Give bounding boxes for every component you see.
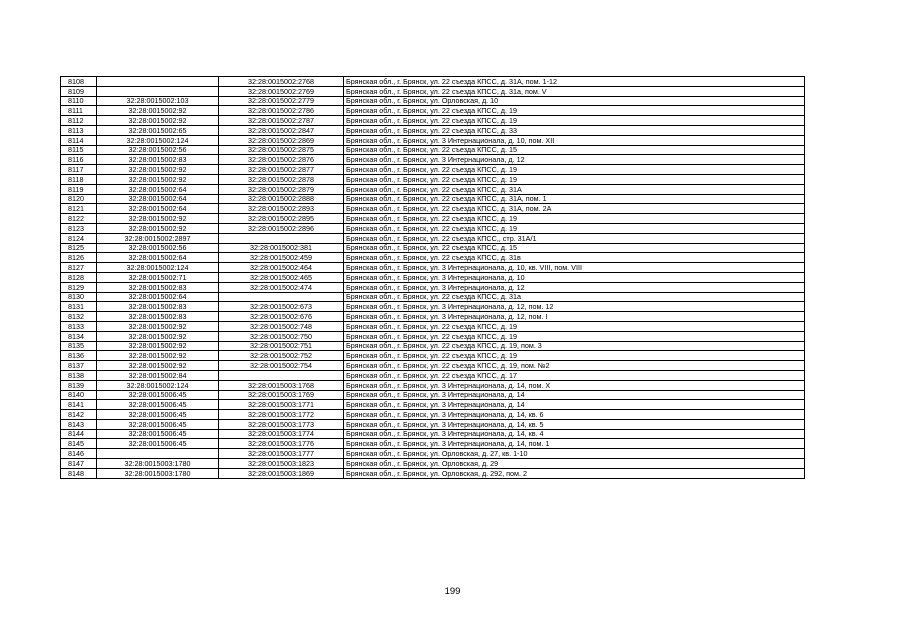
row-number-cell: 8141 [61, 400, 97, 410]
address-cell: Брянская обл., г. Брянск, ул. 22 съезда КПСС, д. 19 [344, 351, 805, 361]
object-number-cell [219, 370, 344, 380]
object-number-cell: 32:28:0015003:1772 [219, 410, 344, 420]
parcel-number-cell: 32:28:0015002:83 [97, 312, 219, 322]
parcel-number-cell: 32:28:0015002:92 [97, 106, 219, 116]
address-cell: Брянская обл., г. Брянск, ул. 22 съезда КПСС, д. 31а, пом. V [344, 86, 805, 96]
parcel-number-cell: 32:28:0015002:71 [97, 272, 219, 282]
parcel-number-cell: 32:28:0015002:92 [97, 361, 219, 371]
address-cell: Брянская обл., г. Брянск, ул. 22 съезда КПСС, д. 31а [344, 292, 805, 302]
row-number-cell: 8145 [61, 439, 97, 449]
table-row [61, 429, 805, 439]
parcel-number-cell [97, 86, 219, 96]
address-cell: Брянская обл., г. Брянск, ул. 3 Интернационала, д. 12, пом. I [344, 312, 805, 322]
row-number-cell: 8108 [61, 77, 97, 87]
parcel-number-cell: 32:28:0015002:103 [97, 96, 219, 106]
table-row [61, 459, 805, 469]
object-number-cell: 32:28:0015003:1768 [219, 380, 344, 390]
row-number-cell: 8133 [61, 321, 97, 331]
address-cell: Брянская обл., г. Брянск, ул. 3 Интернационала, д. 14, кв. 4 [344, 429, 805, 439]
address-cell: Брянская обл., г. Брянск, ул. 22 съезда КПСС, д. 15 [344, 243, 805, 253]
row-number-cell: 8122 [61, 214, 97, 224]
table-row [61, 86, 805, 96]
object-number-cell: 32:28:0015002:2869 [219, 135, 344, 145]
row-number-cell: 8124 [61, 233, 97, 243]
parcel-number-cell: 32:28:0015002:83 [97, 302, 219, 312]
address-cell: Брянская обл., г. Брянск, ул. 22 съезда КПСС, д. 19 [344, 116, 805, 126]
parcel-number-cell: 32:28:0015002:92 [97, 214, 219, 224]
table-row [61, 135, 805, 145]
parcel-number-cell: 32:28:0015003:1780 [97, 468, 219, 478]
object-number-cell: 32:28:0015003:1869 [219, 468, 344, 478]
object-number-cell: 32:28:0015002:459 [219, 253, 344, 263]
table-row [61, 184, 805, 194]
address-cell: Брянская обл., г. Брянск, ул. Орловская, д. 10 [344, 96, 805, 106]
parcel-number-cell: 32:28:0015006:45 [97, 419, 219, 429]
table-row [61, 214, 805, 224]
object-number-cell: 32:28:0015003:1773 [219, 419, 344, 429]
address-cell: Брянская обл., г. Брянск, ул. 3 Интернационала, д. 12 [344, 282, 805, 292]
table-row [61, 165, 805, 175]
object-number-cell: 32:28:0015002:2893 [219, 204, 344, 214]
address-cell: Брянская обл., г. Брянск, ул. Орловская, д. 29 [344, 459, 805, 469]
parcel-number-cell: 32:28:0015003:1780 [97, 459, 219, 469]
table-row [61, 302, 805, 312]
row-number-cell: 8115 [61, 145, 97, 155]
table-row [61, 282, 805, 292]
parcel-number-cell: 32:28:0015002:124 [97, 263, 219, 273]
row-number-cell: 8128 [61, 272, 97, 282]
row-number-cell: 8134 [61, 331, 97, 341]
parcel-number-cell: 32:28:0015002:92 [97, 321, 219, 331]
object-number-cell: 32:28:0015002:754 [219, 361, 344, 371]
parcel-number-cell: 32:28:0015002:83 [97, 282, 219, 292]
address-cell: Брянская обл., г. Брянск, ул. 22 съезда КПСС, д. 19 [344, 214, 805, 224]
parcel-number-cell: 32:28:0015002:64 [97, 204, 219, 214]
parcel-number-cell: 32:28:0015002:92 [97, 331, 219, 341]
object-number-cell: 32:28:0015002:2877 [219, 165, 344, 175]
table-row [61, 125, 805, 135]
parcel-number-cell: 32:28:0015002:124 [97, 135, 219, 145]
row-number-cell: 8125 [61, 243, 97, 253]
address-cell: Брянская обл., г. Брянск, ул. 3 Интернационала, д. 14, пом. 1 [344, 439, 805, 449]
object-number-cell: 32:28:0015002:2768 [219, 77, 344, 87]
address-cell: Брянская обл., г. Брянск, ул. 3 Интернационала, д. 12 [344, 155, 805, 165]
parcel-number-cell: 32:28:0015006:45 [97, 400, 219, 410]
row-number-cell: 8114 [61, 135, 97, 145]
object-number-cell: 32:28:0015003:1776 [219, 439, 344, 449]
parcel-number-cell: 32:28:0015002:92 [97, 174, 219, 184]
address-cell: Брянская обл., г. Брянск, ул. 22 съезда КПСС, д. 19 [344, 106, 805, 116]
table-row [61, 341, 805, 351]
object-number-cell: 32:28:0015002:2786 [219, 106, 344, 116]
table-row [61, 253, 805, 263]
row-number-cell: 8120 [61, 194, 97, 204]
parcel-number-cell: 32:28:0015002:92 [97, 341, 219, 351]
table-row [61, 194, 805, 204]
row-number-cell: 8113 [61, 125, 97, 135]
table-body [61, 77, 805, 479]
row-number-cell: 8135 [61, 341, 97, 351]
address-cell: Брянская обл., г. Брянск, ул. 22 съезда КПСС, д. 31А, пом. 2А [344, 204, 805, 214]
table-row [61, 390, 805, 400]
address-cell: Брянская обл., г. Брянск, ул. 22 съезда КПСС, д. 19 [344, 223, 805, 233]
table-row [61, 145, 805, 155]
object-number-cell: 32:28:0015002:2878 [219, 174, 344, 184]
row-number-cell: 8123 [61, 223, 97, 233]
object-number-cell: 32:28:0015002:2769 [219, 86, 344, 96]
table-row [61, 439, 805, 449]
table-row [61, 312, 805, 322]
row-number-cell: 8142 [61, 410, 97, 420]
table-row [61, 96, 805, 106]
address-cell: Брянская обл., г. Брянск, ул. 22 съезда КПСС, д. 19 [344, 174, 805, 184]
parcel-number-cell: 32:28:0015006:45 [97, 410, 219, 420]
row-number-cell: 8109 [61, 86, 97, 96]
address-cell: Брянская обл., г. Брянск, ул. 22 съезда КПСС, д. 19 [344, 165, 805, 175]
address-cell: Брянская обл., г. Брянск, ул. 22 съезда КПСС, д. 33 [344, 125, 805, 135]
address-cell: Брянская обл., г. Брянск, ул. 22 съезда КПСС, д. 15 [344, 145, 805, 155]
parcel-number-cell: 32:28:0015002:92 [97, 351, 219, 361]
address-cell: Брянская обл., г. Брянск, ул. 3 Интернационала, д. 14, кв. 6 [344, 410, 805, 420]
address-cell: Брянская обл., г. Брянск, ул. 22 съезда КПСС, д. 19, пом. 3 [344, 341, 805, 351]
address-cell: Брянская обл., г. Брянск, ул. 3 Интернационала, д. 10, пом. XII [344, 135, 805, 145]
table-row [61, 223, 805, 233]
address-cell: Брянская обл., г. Брянск, ул. 22 съезда КПСС, д. 17 [344, 370, 805, 380]
row-number-cell: 8110 [61, 96, 97, 106]
object-number-cell: 32:28:0015002:2876 [219, 155, 344, 165]
object-number-cell: 32:28:0015003:1823 [219, 459, 344, 469]
row-number-cell: 8127 [61, 263, 97, 273]
address-cell: Брянская обл., г. Брянск, ул. 22 съезда КПСС, д. 31в [344, 253, 805, 263]
address-cell: Брянская обл., г. Брянск, ул. Орловская, д. 292, пом. 2 [344, 468, 805, 478]
row-number-cell: 8118 [61, 174, 97, 184]
row-number-cell: 8132 [61, 312, 97, 322]
address-cell: Брянская обл., г. Брянск, ул. 22 съезда КПСС, д. 31А [344, 184, 805, 194]
row-number-cell: 8144 [61, 429, 97, 439]
table-row [61, 331, 805, 341]
object-number-cell: 32:28:0015002:474 [219, 282, 344, 292]
table-row [61, 370, 805, 380]
object-number-cell: 32:28:0015002:673 [219, 302, 344, 312]
object-number-cell: 32:28:0015002:465 [219, 272, 344, 282]
row-number-cell: 8138 [61, 370, 97, 380]
row-number-cell: 8116 [61, 155, 97, 165]
row-number-cell: 8111 [61, 106, 97, 116]
parcel-number-cell: 32:28:0015002:83 [97, 155, 219, 165]
row-number-cell: 8139 [61, 380, 97, 390]
table-row [61, 419, 805, 429]
table-row [61, 106, 805, 116]
object-number-cell: 32:28:0015002:751 [219, 341, 344, 351]
table-row [61, 233, 805, 243]
parcel-number-cell: 32:28:0015002:92 [97, 116, 219, 126]
table-row [61, 361, 805, 371]
address-cell: Брянская обл., г. Брянск, ул. 3 Интернационала, д. 14 [344, 400, 805, 410]
table-row [61, 204, 805, 214]
table-row [61, 351, 805, 361]
parcel-number-cell [97, 449, 219, 459]
address-cell: Брянская обл., г. Брянск, ул. 3 Интернационала, д. 14 [344, 390, 805, 400]
row-number-cell: 8136 [61, 351, 97, 361]
object-number-cell: 32:28:0015002:381 [219, 243, 344, 253]
row-number-cell: 8126 [61, 253, 97, 263]
table-row [61, 449, 805, 459]
table-row [61, 77, 805, 87]
parcel-number-cell: 32:28:0015006:45 [97, 439, 219, 449]
row-number-cell: 8147 [61, 459, 97, 469]
address-cell: Брянская обл., г. Брянск, ул. 3 Интернационала, д. 14, кв. 5 [344, 419, 805, 429]
row-number-cell: 8130 [61, 292, 97, 302]
parcel-number-cell: 32:28:0015002:56 [97, 145, 219, 155]
address-cell: Брянская обл., г. Брянск, ул. 22 съезда КПСС, д. 19 [344, 321, 805, 331]
row-number-cell: 8148 [61, 468, 97, 478]
parcel-number-cell [97, 77, 219, 87]
parcel-number-cell: 32:28:0015006:45 [97, 429, 219, 439]
object-number-cell: 32:28:0015002:752 [219, 351, 344, 361]
parcel-number-cell: 32:28:0015006:45 [97, 390, 219, 400]
object-number-cell [219, 292, 344, 302]
table-row [61, 292, 805, 302]
address-cell: Брянская обл., г. Брянск, ул. 3 Интернационала, д. 14, пом. X [344, 380, 805, 390]
object-number-cell: 32:28:0015002:2875 [219, 145, 344, 155]
object-number-cell: 32:28:0015002:2787 [219, 116, 344, 126]
table-row [61, 272, 805, 282]
row-number-cell: 8137 [61, 361, 97, 371]
object-number-cell: 32:28:0015002:2879 [219, 184, 344, 194]
table-row [61, 468, 805, 478]
table-row [61, 116, 805, 126]
address-cell: Брянская обл., г. Брянск, ул. 3 Интернационала, д. 12, пом. 12 [344, 302, 805, 312]
row-number-cell: 8112 [61, 116, 97, 126]
row-number-cell: 8119 [61, 184, 97, 194]
object-number-cell [219, 233, 344, 243]
table-row [61, 263, 805, 273]
object-number-cell: 32:28:0015002:2847 [219, 125, 344, 135]
row-number-cell: 8146 [61, 449, 97, 459]
row-number-cell: 8140 [61, 390, 97, 400]
object-number-cell: 32:28:0015003:1771 [219, 400, 344, 410]
parcel-number-cell: 32:28:0015002:64 [97, 184, 219, 194]
address-cell: Брянская обл., г. Брянск, ул. 22 съезда КПСС, д. 31А, пом. 1 [344, 194, 805, 204]
parcel-number-cell: 32:28:0015002:65 [97, 125, 219, 135]
object-number-cell: 32:28:0015002:750 [219, 331, 344, 341]
table-row [61, 174, 805, 184]
parcel-number-cell: 32:28:0015002:84 [97, 370, 219, 380]
table-row [61, 410, 805, 420]
address-cell: Брянская обл., г. Брянск, ул. 22 съезда КПСС, д. 19, пом. №2 [344, 361, 805, 371]
parcel-number-cell: 32:28:0015002:124 [97, 380, 219, 390]
object-number-cell: 32:28:0015002:2896 [219, 223, 344, 233]
page-number: 199 [444, 586, 461, 597]
parcel-number-cell: 32:28:0015002:56 [97, 243, 219, 253]
object-number-cell: 32:28:0015002:748 [219, 321, 344, 331]
parcel-number-cell: 32:28:0015002:64 [97, 194, 219, 204]
object-number-cell: 32:28:0015003:1769 [219, 390, 344, 400]
address-cell: Брянская обл., г. Брянск, ул. 3 Интернационала, д. 10, кв. VIII, пом. VIII [344, 263, 805, 273]
address-cell: Брянская обл., г. Брянск, ул. 3 Интернационала, д. 10 [344, 272, 805, 282]
object-number-cell: 32:28:0015002:2779 [219, 96, 344, 106]
object-number-cell: 32:28:0015002:464 [219, 263, 344, 273]
parcel-number-cell: 32:28:0015002:64 [97, 292, 219, 302]
row-number-cell: 8143 [61, 419, 97, 429]
row-number-cell: 8129 [61, 282, 97, 292]
object-number-cell: 32:28:0015003:1777 [219, 449, 344, 459]
parcel-number-cell: 32:28:0015002:2897 [97, 233, 219, 243]
object-number-cell: 32:28:0015003:1774 [219, 429, 344, 439]
table-row [61, 155, 805, 165]
cadastral-table [60, 76, 805, 479]
address-cell: Брянская обл., г. Брянск, ул. 22 съезда КПСС, д. 19 [344, 331, 805, 341]
parcel-number-cell: 32:28:0015002:92 [97, 223, 219, 233]
row-number-cell: 8117 [61, 165, 97, 175]
parcel-number-cell: 32:28:0015002:64 [97, 253, 219, 263]
table-row [61, 400, 805, 410]
row-number-cell: 8131 [61, 302, 97, 312]
address-cell: Брянская обл., г. Брянск, ул. 22 съезда КПСС, д. 31А, пом. 1-12 [344, 77, 805, 87]
address-cell: Брянская обл., г. Брянск, ул. Орловская, д. 27, кв. 1-10 [344, 449, 805, 459]
parcel-number-cell: 32:28:0015002:92 [97, 165, 219, 175]
table-row [61, 380, 805, 390]
object-number-cell: 32:28:0015002:2895 [219, 214, 344, 224]
object-number-cell: 32:28:0015002:2888 [219, 194, 344, 204]
object-number-cell: 32:28:0015002:676 [219, 312, 344, 322]
table-row [61, 321, 805, 331]
address-cell: Брянская обл., г. Брянск, ул. 22 съезда КПСС,, стр. 31А/1 [344, 233, 805, 243]
row-number-cell: 8121 [61, 204, 97, 214]
table-row [61, 243, 805, 253]
